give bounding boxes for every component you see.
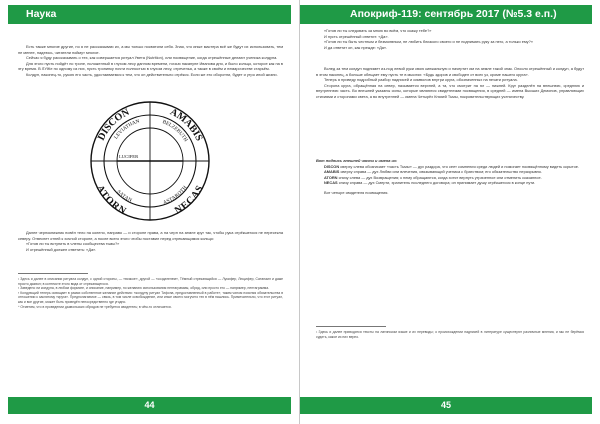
left-intro-text — [18, 44, 283, 78]
paragraph: И пусть отрешённый ответит: «Да». — [324, 33, 389, 39]
right-top-text — [316, 28, 584, 50]
paragraph: Колдун, наконец-то, рукою его часть, удостаиваемся к тем, что он действительно отрёкся. Если же это оборотни, будет и утро иной жизни. — [26, 71, 278, 77]
seal-text-amabis: AMABIS — [168, 106, 205, 143]
seal-text-belzebuth: BELZEBUTH — [161, 119, 189, 143]
definition-text: снизу справа — дух Смерти, хранитель последнего договора; он принимает душу отрёкшегося в конце пути. — [337, 180, 536, 186]
definition-term: DISCON — [324, 163, 340, 169]
paragraph: «Готов ли ты вступить в члены сообщества тьмы?» — [26, 241, 120, 247]
right-definitions — [316, 158, 584, 196]
footnote: ⁴ Отметим, что в проведении дьявольских обрядов не требуется свидетель; в чём-то отличается. — [18, 304, 172, 309]
definition-term: ATORN — [324, 174, 338, 180]
section-heading: Вот подпись внешней части и имена их: — [316, 158, 398, 163]
paragraph: Теперь я приведу подробный разбор надписей и символов внутри круга, обозначенных на печати ритуала. — [324, 77, 518, 83]
seal-text-atorn: ATORN — [94, 183, 128, 217]
left-after-text — [18, 230, 283, 252]
occult-seal-diagram — [89, 100, 211, 222]
right-page-header: Апокриф-119: сентябрь 2017 (№5.3 е.п.) — [300, 5, 592, 24]
footnote: ¹ Здесь и далее в описании ритуала колдун, с одной стороны, — «всякое», другой — «создателем», Тёмный отрекающийся — Лукифер, Люцифер, Сатанаил и даже просто дьявол; в контексте этого вида от отрекающегося. — [18, 277, 283, 286]
definition-term: NECAS — [324, 180, 338, 186]
seal-text-necas: NECAS — [172, 183, 206, 217]
right-mid-text — [316, 66, 584, 100]
left-page-number: 44 — [8, 397, 291, 414]
paragraph: И да ответит он, как прежде: «Да». — [324, 44, 388, 50]
footnote-divider — [316, 326, 386, 327]
definition-text: снизу слева — дух Возвращения; к нему обращаются, когда хотят вернуть утраченное или отменить сказанное. — [337, 174, 542, 180]
closing-line: Вот четыре свидетеля посвящения. — [324, 189, 389, 195]
seal-text-satan: SATAN — [115, 189, 133, 204]
seal-text-discon: DISCON — [95, 106, 132, 143]
svg-text:ATORN — [94, 183, 128, 217]
definition-term: AMABIS — [324, 169, 340, 175]
left-footnotes — [18, 277, 283, 309]
footnote: ³ Колдующий теперь освящает в рамах собственное желание действия: «колдуну ритуал Тифона, предоставленный в работе», таким чином поясняя обязательства в отношении к заклятому «круга». Предполагаемое — связь, в том числе освобождение, или иные своего могучего тех в нём нашлись. Примечательно, что этот ритуал, как и все другие, может быть проведён непосредственно где угодно. — [18, 290, 283, 304]
right-footnotes — [316, 330, 584, 339]
paragraph: Вслед за тем колдун поднимет из-под левой руки свою кинжальную и начертит им на земле такой знак. Опосля отрешённый и колдун, а будут в этом наконец, а больше обещает ему пусть те в мыслях: «Будь здоров и свободен от всех уз, кроме нашего круга». — [316, 66, 584, 77]
footnote: ¹ Здесь и далее приводятся тексты на латинском языке и их переводы; о происхождении надписей в литературе существуют различные мнения, и мы не берёмся судить, какое из них верно. — [316, 330, 584, 339]
paragraph: И отрешённый должен ответить: «Да». — [26, 246, 97, 252]
definition-necas — [316, 180, 584, 186]
paragraph: Для этого пусть пойдёт по троне, положенный в глухом лесу данном времени, ночью накануне Иванова дня, и было кольцо, которое как на в эту время. В ЛУЖе по одному из них, пусть тропинку почти полностью в глухом лесу, отреченья, а также в своём и немарочестве старьём. — [18, 60, 283, 72]
left-page-header: Наука — [8, 5, 291, 24]
right-page-number: 45 — [300, 397, 592, 414]
paragraph: «Готов ли ты быть честным и безмолвным, не любить близкого своего и не поднимать руку за него, а только ему?» — [324, 39, 533, 45]
paragraph: Есть также многие другие, но я не рассказываю их, а мы только посвятили себя. Зная, что иные мастера всё же будут их использовать, тем не менее, надеюсь, читатели поймут многое. — [18, 44, 283, 55]
seal-text-leviathan: LEVIATHAN — [113, 118, 141, 141]
seal-text-lucifer: LUCIFER — [119, 154, 139, 159]
footnote: ² Заведено ли колдуна, в любом формате, и описание, например, по желанию использования пентаграммы, обряд, или просто его — например, пентаграмма. — [18, 286, 270, 291]
paragraph: «Готов ли ты следовать за мною во всём, что скажу тебе?» — [324, 28, 432, 33]
paragraph: Далее чернокнижник повёл тело на колено, направо — и стороне права, а на черп на земле круг так, чтобы рука отрёкшегося не пересекла северу. Отвеснет отней к хочной стороне, а после всего этого чтобы поставил перед отрекающимся кольцо: — [18, 230, 283, 241]
seal-text-astaroth: ASTAROTH — [162, 184, 189, 207]
definition-text: сверху слева обозначает «часть Тьмы» — дух раздора, что сеет сомнения среди людей и помогает посвящённому видеть скрытое. — [339, 163, 579, 169]
definition-text: сверху справа — дух Любви или влечения, связывающий ученика с братством; его обязательство неразрывно. — [339, 169, 543, 175]
paragraph: Сейчас я буду рассказывать о тех, как совершается ритуал Увета (Nutrition), или посвящение, когда отрешённые делают ученика колдуна. — [26, 55, 278, 61]
right-page — [300, 0, 600, 424]
paragraph: Сторона круга, обращённая на север, называется верхней, а та, что смотрит на юг — нижней. Круг разделён на внешнюю, среднюю и внутреннюю часть. Во внешней указаны силы, которые являются свидетелями посвящения, в средней — имена Высших Демонов, управляющих стихиями и сторонами света, а во внутренней — имена Четырёх Князей Тьмы, покровительствующих ученичеству. — [316, 82, 584, 99]
footnote-divider — [18, 273, 88, 274]
svg-text:NECAS — [173, 184, 206, 217]
